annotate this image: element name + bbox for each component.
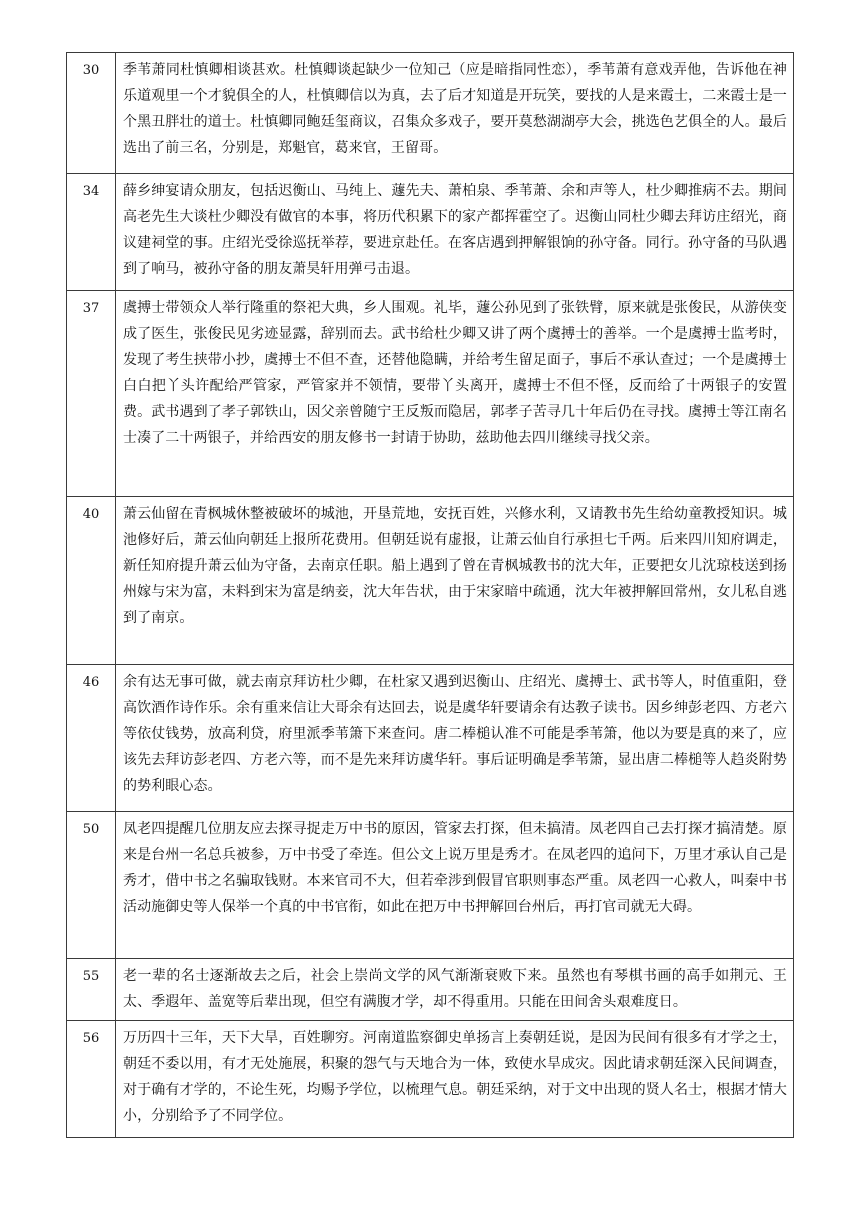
chapter-number: 30 <box>67 53 116 174</box>
table-row <box>67 812 794 959</box>
table-row <box>67 1021 794 1138</box>
chapter-summary-table <box>66 52 794 1138</box>
chapter-number: 46 <box>67 665 116 812</box>
table-row <box>67 497 794 665</box>
table-row <box>67 959 794 1021</box>
chapter-summary: 虞搏士带领众人举行隆重的祭祀大典，乡人围观。礼毕，蘧公孙见到了张铁臂，原来就是张俊民，从游侠变成了医生，张俊民见劣迹显露，辞别而去。武书给杜少卿又讲了两个虞搏士的善举。一个是虞搏士监考时，发现了考生挟带小抄，虞搏士不但不查，还替他隐瞒，并给考生留足面子，事后不承认查过；一个是虞搏士白白把丫头许配给严管家，严管家并不领情，要带丫头离开，虞搏士不但不怪，反而给了十两银子的安置费。武书遇到了孝子郭铁山，因父亲曾随宁王反叛而隐居，郭孝子苦寻几十年后仍在寻找。虞搏士等江南名士凑了二十两银子，并给西安的朋友修书一封请于协助，兹助他去四川继续寻找父亲。 <box>116 291 794 497</box>
chapter-number: 37 <box>67 291 116 497</box>
chapter-summary: 凤老四提醒几位朋友应去探寻捉走万中书的原因，管家去打探，但未搞清。凤老四自己去打探才搞清楚。原来是台州一名总兵被参，万中书受了牵连。但公文上说万里是秀才。在凤老四的追问下，万里才承认自己是秀才，借中书之名骗取钱财。本来官司不大，但若牵涉到假冒官职则事态严重。凤老四一心救人，叫秦中书活动施御史等人保举一个真的中书官衔，如此在把万中书押解回台州后，再打官司就无大碍。 <box>116 812 794 959</box>
table-row <box>67 53 794 174</box>
chapter-summary: 季苇萧同杜慎卿相谈甚欢。杜慎卿谈起缺少一位知己（应是暗指同性恋），季苇萧有意戏弄他，告诉他在神乐道观里一个才貌俱全的人，杜慎卿信以为真，去了后才知道是开玩笑，要找的人是来霞士，二来霞士是一个黑丑胖壮的道士。杜慎卿同鲍廷玺商议，召集众多戏子，要开莫愁湖湖亭大会，挑选色艺俱全的人。最后选出了前三名，分别是，郑魁官，葛来官，王留哥。 <box>116 53 794 174</box>
table-row <box>67 291 794 497</box>
table-row <box>67 665 794 812</box>
chapter-number: 40 <box>67 497 116 665</box>
chapter-number: 34 <box>67 174 116 291</box>
chapter-summary: 薛乡绅宴请众朋友，包括迟衡山、马纯上、蘧先夫、萧柏泉、季苇萧、余和声等人，杜少卿推病不去。期间高老先生大谈杜少卿没有做官的本事，将历代积累下的家产都挥霍空了。迟衡山同杜少卿去拜访庄绍光，商议建祠堂的事。庄绍光受徐巡抚举荐，要进京赴任。在客店遇到押解银饷的孙守备。同行。孙守备的马队遇到了响马，被孙守备的朋友萧昊轩用弹弓击退。 <box>116 174 794 291</box>
chapter-summary: 万历四十三年，天下大旱，百姓聊穷。河南道监察御史单扬言上奏朝廷说，是因为民间有很多有才学之士，朝廷不委以用，有才无处施展，积聚的怨气与天地合为一体，致使水旱成灾。因此请求朝廷深入民间调查，对于确有才学的，不论生死，均赐予学位，以梳理气息。朝廷采纳，对于文中出现的贤人名士，根据才情大小，分别给予了不同学位。 <box>116 1021 794 1138</box>
chapter-summary: 余有达无事可做，就去南京拜访杜少卿，在杜家又遇到迟衡山、庄绍光、虞搏士、武书等人，时值重阳，登高饮酒作诗作乐。余有重来信让大哥余有达回去，说是虞华轩要请余有达教子读书。因乡绅彭老四、方老六等依仗钱势，放高利贷，府里派季苇箫下来查问。唐二棒槌认准不可能是季苇箫，他以为要是真的来了，应该先去拜访彭老四、方老六等，而不是先来拜访虞华轩。事后证明确是季苇箫，显出唐二棒槌等人趋炎附势的势利眼心态。 <box>116 665 794 812</box>
chapter-number: 56 <box>67 1021 116 1138</box>
chapter-number: 55 <box>67 959 116 1021</box>
chapter-number: 50 <box>67 812 116 959</box>
chapter-summary: 老一辈的名士逐渐故去之后，社会上崇尚文学的风气渐渐衰败下来。虽然也有琴棋书画的高手如荆元、王太、季遐年、盖宽等后辈出现，但空有满腹才学，却不得重用。只能在田间舍头艰难度日。 <box>116 959 794 1021</box>
chapter-summary: 萧云仙留在青枫城休整被破坏的城池，开垦荒地，安抚百姓，兴修水利，又请教书先生给幼童教授知识。城池修好后，萧云仙向朝廷上报所花费用。但朝廷说有虚报，让萧云仙自行承担七千两。后来四川知府调走，新任知府提升萧云仙为守备，去南京任职。船上遇到了曾在青枫城教书的沈大年，正要把女儿沈琼枝送到扬州嫁与宋为富，未料到宋为富是纳妾，沈大年告状，由于宋家暗中疏通，沈大年被押解回常州，女儿私自逃到了南京。 <box>116 497 794 665</box>
table-row <box>67 174 794 291</box>
